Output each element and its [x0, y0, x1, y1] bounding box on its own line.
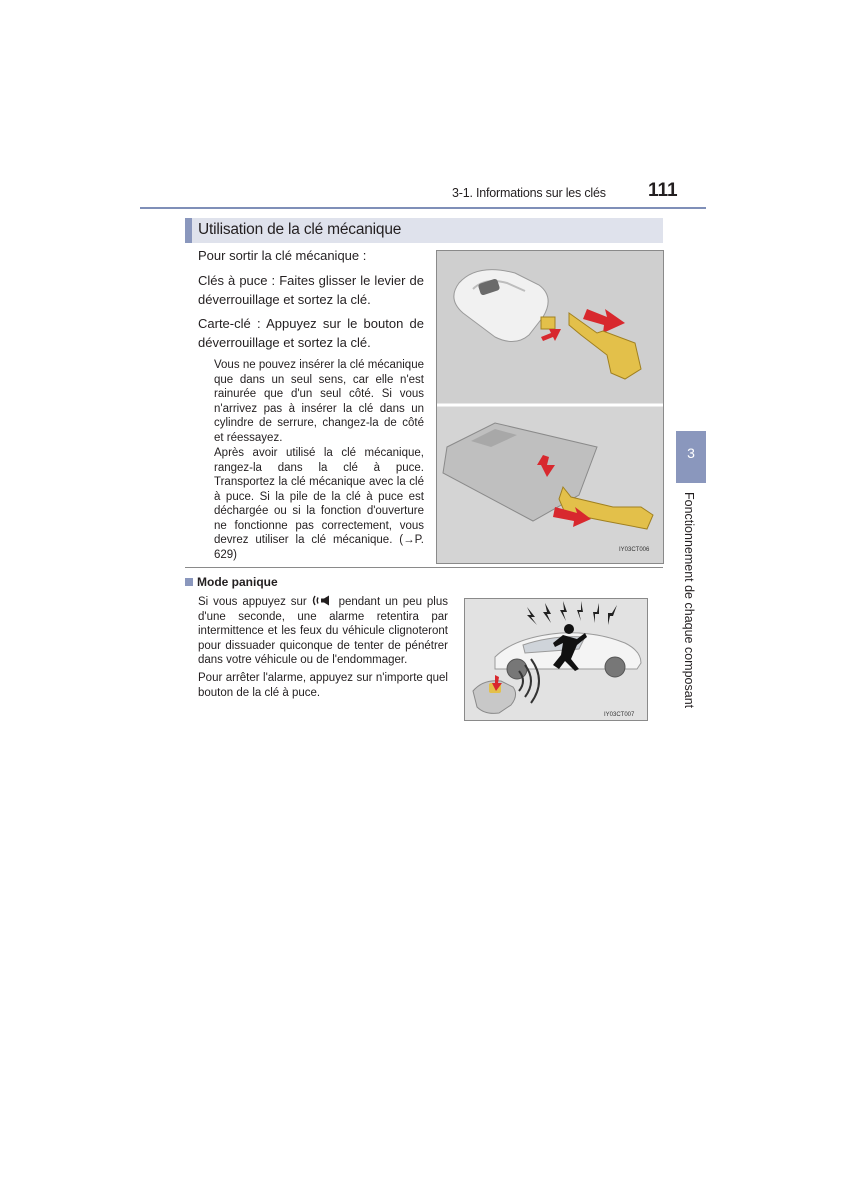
square-bullet-icon [185, 578, 193, 586]
header-section-title: 3-1. Informations sur les clés [452, 186, 606, 200]
chapter-tab [676, 431, 706, 483]
header-rule [140, 207, 706, 209]
panic-alarm-icon [312, 596, 334, 608]
note-storage: Après avoir utilisé la clé mécanique, rangez-la dans la clé à puce. Transportez la clé mécanique avec la clé à puce. Si la pile de la clé à puce est déchargée ou si la fonction d'ouverture ne fonctionne pas correctement, vous devrez utiliser la clé mécanique. (→P. 629) [214, 447, 424, 561]
section-heading [185, 218, 663, 243]
panic-stop-paragraph: Pour arrêter l'alarme, appuyez sur n'importe quel bouton de la clé à puce. [198, 672, 448, 699]
paragraph-smart-key: Clés à puce : Faites glisser le levier de déverrouillage et sortez la clé. [198, 273, 424, 307]
mechanical-key-illustration [436, 250, 664, 564]
figure1-code: IY03CT006 [619, 547, 650, 553]
chapter-tab-number: 3 [687, 445, 695, 461]
subsection-title: Mode panique [197, 575, 278, 589]
intro-text: Pour sortir la clé mécanique : [198, 248, 367, 263]
page-number: 111 [648, 180, 678, 201]
note-insertion: Vous ne pouvez insérer la clé mécanique que dans un seul sens, car elle n'est rainurée que d'un seul côté. Si vous n'arrivez pas à insérer la clé dans un cylindre de serrure, changez-la de côté et réessayez. [214, 359, 424, 444]
panic-alarm-illustration [464, 598, 648, 721]
section-heading-text: Utilisation de la clé mécanique [198, 221, 402, 238]
subsection-heading [185, 575, 278, 589]
panic-text-start: Si vous appuyez sur [198, 596, 307, 608]
key-illustration-drawing [437, 251, 663, 563]
panic-illustration-drawing [465, 599, 647, 720]
section-separator [185, 567, 663, 568]
panic-text-end: pendant un peu plus d'une seconde, une alarme retentira par intermittence et les feux du véhicule clignoteront pour dissuader quiconque de tenter de pénétrer dans votre véhicule ou de l'endommager. [198, 596, 448, 666]
chapter-side-title: Fonctionnement de chaque composant [682, 492, 696, 709]
figure2-code: IY03CT007 [604, 712, 635, 718]
panic-paragraph [198, 595, 448, 668]
paragraph-card-key: Carte-clé : Appuyez sur le bouton de déverrouillage et sortez la clé. [198, 316, 424, 350]
